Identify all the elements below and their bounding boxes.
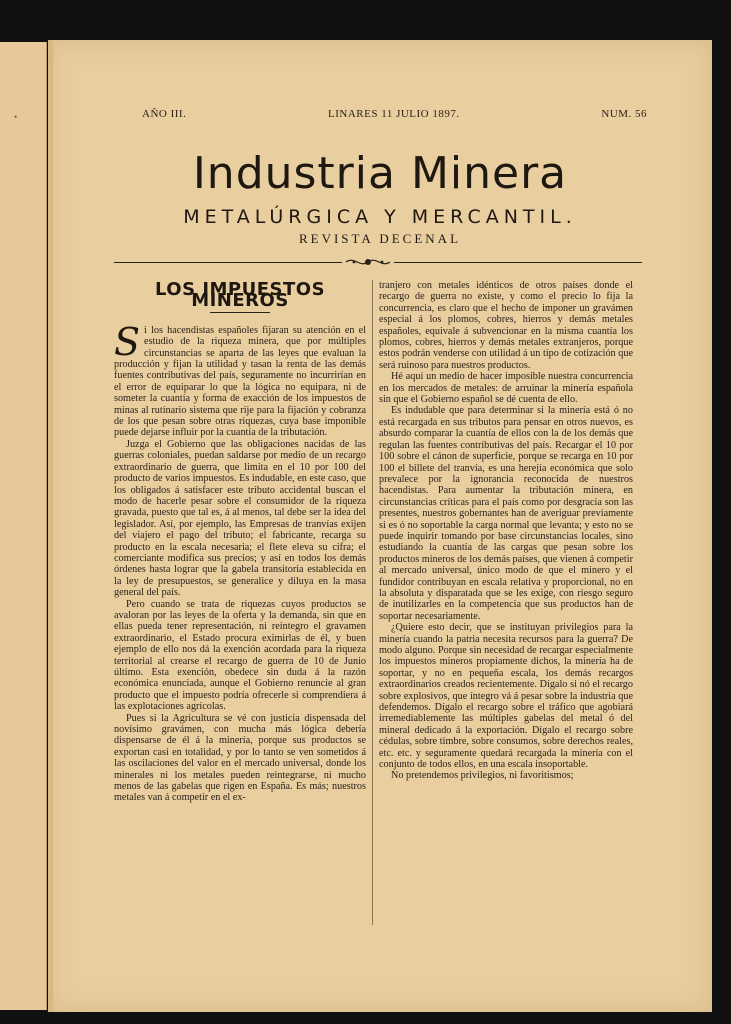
masthead-subtitle: METALÚRGICA Y MERCANTIL. <box>183 206 577 228</box>
article-paragraph: ¿Quiere esto decir, que se instituyan privilegios para la minería cuando la patria necesita recursos para la guerra? De modo alguno. Porque sin necesidad de recargar especialmente los impuestos mineros propiamente dichos, la minería ha de soportar, y no en pequeña escala, los demás recargos extraordinarios creados recientemente. Dígalo si nó el recargo sobre explosivos, que íntegro vá á pesar sobre la industria que defendemos. Dígalo el recargo sobre el tráfico que agobiará irremediablemente las múltiples gabelas del metal ó del mineral dedicado á la exportación. Dígalo el recargo sobre cédulas, sobre timbre, sobre consumos, sobre derechos reales, etc. etc. y seguramente quedará recargada la minería con el conjunto de todos ellos, en una escala insoportable. <box>379 622 633 771</box>
article-title: LOS IMPUESTOS MINEROS <box>154 279 326 312</box>
previous-page-edge <box>0 42 47 1010</box>
article-paragraph: Es indudable que para determinar si la minería está ó no está recargada en sus tributos para pensar en otros nuevos, es absurdo comparar la cuantía de ellos con la de los demás que regulan las fuentes contributivas del país. Recargar el 10 por 100 sobre el cánon de superficie, porque se recarga en 10 por 100 el billete del tranvía, es una herejía económica que solo prevalece por la ignorancia reconocida de nuestros hacendistas. Para aumentar la tributación minera, en circunstancias críticas para el país como por desgracia son las presentes, nuestros gobernantes han de averiguar previamente si es ó no soportable la carga normal que levanta; y esto no se puede inquirir tomando por base circunstancias locales, sino estudiando la cuantía de las cargas que pesan sobre los productos mineros de los demás países, que vienen á competir al mercado universal, único modo de que el minero y el fundidor contribuyan en escala relativa y proporcional, no en la absoluta y disparatada que se les exige, con riesgo seguro de inutilizarles en la competencia que sus productos han de soportar necesariamente. <box>379 405 633 622</box>
title-underline <box>210 312 270 313</box>
dateline: LINARES 11 JULIO 1897. <box>328 108 460 120</box>
article-paragraph: Hé aquí un medio de hacer imposible nuestra concurrencia en los mercados de metales: de arruinar la minería española sin que el Gobierno español se dé cuenta de ello. <box>379 371 633 406</box>
issue-number: NUM. 56 <box>601 108 647 120</box>
drop-cap: S <box>114 319 141 364</box>
left-column <box>114 280 366 804</box>
ornament-icon <box>342 254 394 270</box>
header-line <box>142 108 647 120</box>
volume-label: AÑO III. <box>142 108 187 120</box>
newspaper-page <box>48 40 712 1012</box>
column-divider <box>372 280 373 925</box>
right-column <box>379 280 633 782</box>
article-paragraph: Pero cuando se trata de riquezas cuyos productos se avaloran por las leyes de la oferta y la demanda, sin que en ellas pueda tener representación, ni reintegro el gravamen extraordinario, el Estado procura eximirlas de él, y buen ejemplo de ello nos dá la exención acordada para la riqueza territorial al crearse el recargo de guerra de 10 de Junio último. Esta exención, obedece sin duda á la razón económica enunciada, aunque el Gobierno renuncie al gran producto que el impuesto podría ofrecerle si comprendiera á las explotaciones agrícolas. <box>114 598 366 713</box>
article-paragraph: tranjero con metales idénticos de otros países donde el recargo de guerra no existe, y como el precio lo fija la concurrencia, es claro que el hecho de imponer un gravámen especial á los plomos, cobres, hierros y demás metales españoles, equivale á subvencionar en la misma cuantía los plomos, cobres, hierros y demás metales extranjeros, porque estos podrán venderse con utilidad á un tipo de cotización que será ruinoso para nuestros productos. <box>379 280 633 371</box>
masthead-tagline: REVISTA DECENAL <box>298 231 462 246</box>
article-paragraph: Juzga el Gobierno que las obligaciones nacidas de las guerras coloniales, puedan saldarse por medio de un recargo extraordinario de guerra, que limita en el 10 por 100 del producto de varios impuestos. Es indudable, en este caso, que los obligados á satisfacer este tributo accidental buscan el modo de hacerle pesar sobre el consumidor de la riqueza gravada, puesto que tal es, á al menos, tal debe ser la idea del legislador. Así, por ejemplo, las Empresas de tranvías exijen del viajero el pago del tributo; el fabricante, recarga su producto en la escala necesaria; el flete eleva su cifra; el comerciante modifica sus precios; y así en todos los demás órdenes hasta lograr que la gabela transitoria establecida en la ley de presupuestos, se generalice y diluya en la masa general del país. <box>114 438 366 599</box>
article-paragraph: Pues si la Agricultura se vé con justicia dispensada del novísimo gravámen, con mucha más lógica debería dispensarse de él á la minería, porque sus productos se exportan casi en totalidad, y por lo tanto se ven sometidos á las oscilaciones del valor en el mercado universal, donde los minerales ni los metales pueden reintegrarse, ni mucho menos de las gabelas que rigen en España. Es más; nuestros metales van á competir en el ex- <box>114 712 366 804</box>
masthead-title: Industria Minera <box>192 148 568 199</box>
paragraph-text: i los hacendistas españoles fijaran su atención en el estudio de la riqueza minera, que por múltiples circunstancias se aparta de las leyes que evaluan la producción y fijan la utilidad y tasan la renta de las demás fuentes contributivas del país, seguramente no incurrirían en el error de equiparar lo que la lógica no equipara, ni de someter la cuantía y forma de exacción de los impuestos de minas al rutinario sistema que rije para la fijación y cobranza de los que pesan sobre otras riquezas, cuya base imponible puede dejarse influir por la cuantía de la tributación. <box>114 324 366 439</box>
page-edge-mark: • <box>14 112 18 122</box>
article-paragraph <box>114 319 366 439</box>
article-paragraph: No pretendemos privilegios, ni favoritismos; <box>391 770 574 782</box>
